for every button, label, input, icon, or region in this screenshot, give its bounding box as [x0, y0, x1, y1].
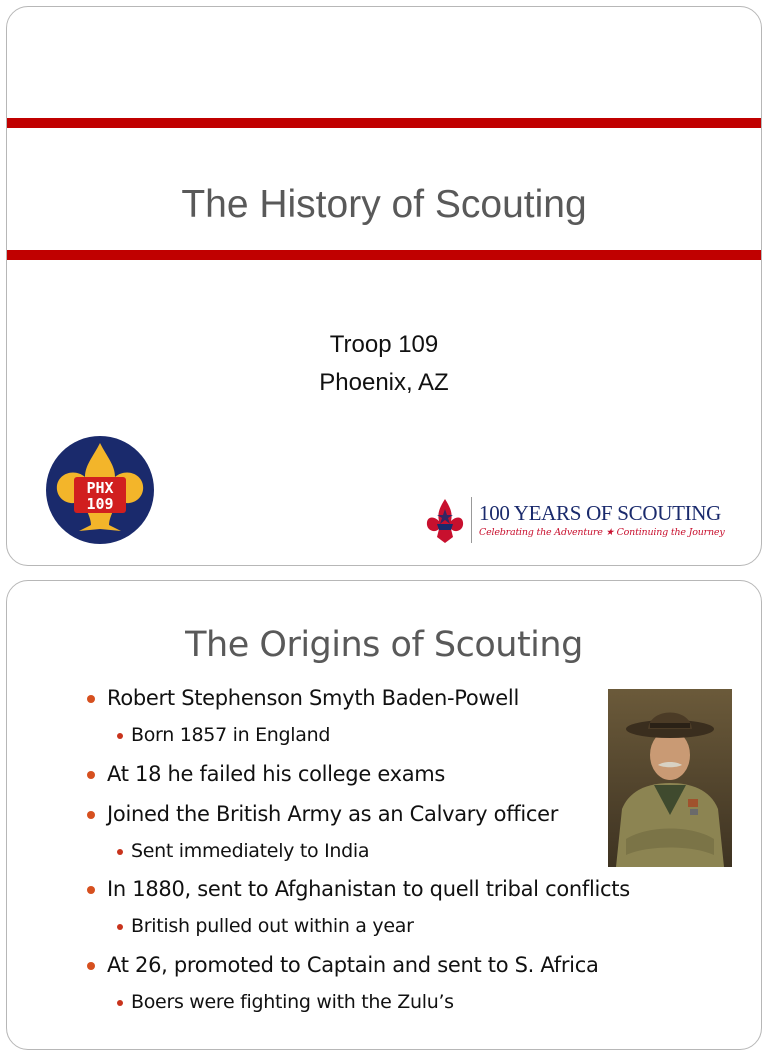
bullet-item — [107, 762, 445, 786]
logo-headline: 100 YEARS OF SCOUTING — [479, 501, 722, 525]
bullet-dot — [87, 962, 95, 970]
bullet-item — [107, 877, 630, 901]
bullet-dot — [87, 811, 95, 819]
bullet-dot — [117, 733, 123, 739]
top-red-bar — [7, 118, 761, 128]
fleur-de-lis-icon — [425, 497, 465, 545]
bullet-item — [107, 686, 519, 710]
origins-slide — [6, 580, 762, 1050]
bullet-text: Robert Stephenson Smyth Baden-Powell — [107, 686, 519, 710]
bsa-centennial-logo — [425, 495, 745, 547]
sub-bullet-item — [131, 840, 369, 862]
bullet-text: At 26, promoted to Captain and sent to S. Africa — [107, 953, 599, 977]
bullet-text: At 18 he failed his college exams — [107, 762, 446, 786]
bullet-text: Joined the British Army as an Calvary officer — [107, 802, 559, 826]
logo-tagline: Celebrating the Adventure ★ Continuing the Journey — [479, 527, 725, 538]
bullet-dot — [117, 924, 123, 930]
bullet-dot — [87, 771, 95, 779]
subtitle-troop: Troop 109 — [329, 331, 439, 358]
baden-powell-portrait — [608, 689, 732, 867]
bullet-dot — [117, 1000, 123, 1006]
bullet-text: Sent immediately to India — [131, 840, 370, 862]
bullet-item — [107, 802, 558, 826]
bullet-text: In 1880, sent to Afghanistan to quell tribal conflicts — [107, 877, 630, 901]
subtitle-location: Phoenix, AZ — [319, 369, 449, 396]
bullet-dot — [117, 849, 123, 855]
sub-bullet-item — [131, 915, 414, 937]
sub-bullet-item — [131, 724, 330, 746]
bullet-text: Born 1857 in England — [131, 724, 331, 746]
bullet-dot — [87, 695, 95, 703]
troop-logo-bottom-text: 109 — [86, 495, 114, 513]
bottom-red-bar — [7, 250, 761, 260]
slide-title: The History of Scouting — [181, 183, 587, 226]
bullet-text: British pulled out within a year — [131, 915, 414, 937]
troop-logo — [45, 435, 155, 545]
slide-title: The Origins of Scouting — [185, 625, 583, 665]
bullet-item — [107, 953, 599, 977]
troop-logo-top-text: PHX — [86, 479, 114, 497]
title-slide — [6, 6, 762, 566]
bullet-dot — [87, 886, 95, 894]
logo-divider — [471, 497, 472, 543]
sub-bullet-item — [131, 991, 454, 1013]
bullet-text: Boers were fighting with the Zulu’s — [131, 991, 454, 1013]
